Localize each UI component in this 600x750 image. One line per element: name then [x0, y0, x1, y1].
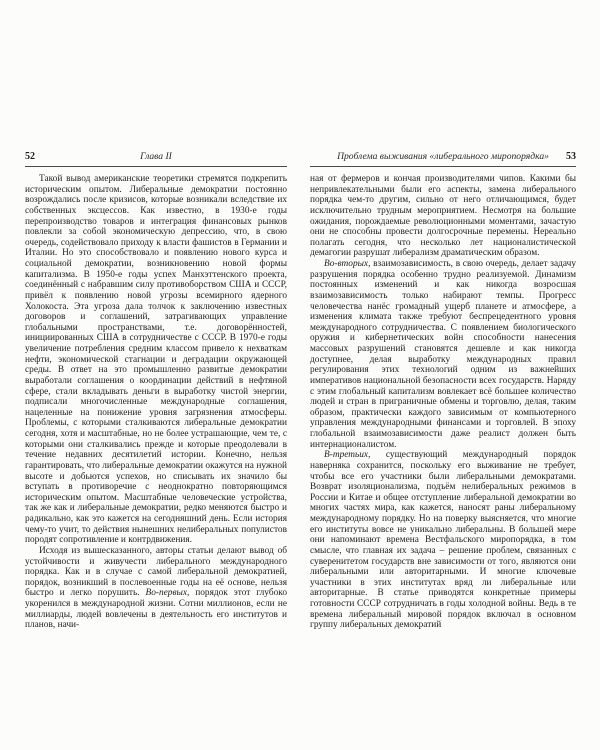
italic-text-run: В-третьих [324, 450, 369, 461]
paragraph [25, 174, 287, 546]
paragraph [310, 259, 576, 450]
page-body [310, 174, 576, 631]
italic-text-run: Во-первых [145, 588, 187, 599]
running-head-row [25, 150, 287, 167]
book-page-left [25, 150, 287, 631]
running-head: Глава II [140, 151, 172, 162]
paragraph [310, 174, 576, 259]
text-run: , взаимозависимость, в свою очередь, делает задачу разрушения порядка особенно трудно реализуемой. Динамизм постоянных изменений и как никогда возросшая взаимозависимость только набирают темпы. Прогресс человечества нанёс громадный ущерб планете и атмосфере, а изменения климата также требуют беспрецедентного уровня международного сотрудничества. С появлением биологического оружия и кибернетических войн способности нанесения массовых разрушений становятся дешевле и как никогда доступнее, делая выработку международных правил регулирования этих технологий одним из важнейших императивов национальной безопасности всех государств. Наряду с этим глобальный капитализм вовлекает всё большее количество людей и стран в приграничные обмены и торговлю, делая, таким образом, практически каждого зависимым от компьютерного управления международными финансами и торговлей. В эпоху глобальной взаимозависимости даже реалист должен быть интернационалистом. [310, 259, 576, 450]
running-head: Проблема выживания «либерального миропорядка» [337, 151, 549, 162]
paragraph [25, 546, 287, 631]
page-body [25, 174, 287, 631]
text-run: , существующий международный порядок наверняка сохранится, поскольку его выживание не требует, чтобы все его участники были либеральными демократами. Возврат изоляционализма, подъём нелиберальных режимов в России и Китае и общее отступление либеральной демократии во многих частях мира, как кажется, наносят раны либеральному международному порядку. Но на поверку выясняется, что многие его институты вовсе не уникально либеральны. В большей мере они напоминают времена Вестфальского миропорядка, в том смысле, что главная их задача – решение проблем, связанных с суверенитетом государств вне зависимости от того, являются они либеральными или авторитарными. И многие ключевые участники в этих институтах вряд ли либеральные или авторитарные. В статье приводятся конкретные примеры готовности СССР сотрудничать в годы холодной войны. Ведь в те времена либеральный мировой порядок включал в основном группу либеральных демократий [310, 450, 576, 631]
page-number: 53 [566, 151, 576, 162]
page-number: 52 [25, 151, 35, 162]
italic-text-run: Во-вторых [324, 259, 369, 269]
book-page-right [310, 150, 576, 631]
text-run: , порядок этот глубоко укоренился в международной жизни. Сотни миллионов, если не миллиарды, людей вовлечены в деятельность его институтов и планов, начи- [25, 588, 287, 631]
paragraph [310, 450, 576, 631]
text-run: ная от фермеров и кончая производителями чипов. Какими бы непривлекательными были его аспекты, замена либерального порядка чем-то другим, сильно от него отличающимся, будет исключительно трудным мероприятием. Несмотря на большие ожидания, порождаемые революционными моментами, зачастую они не способны провести долгосрочные перемены. Нереально полагать сегодня, что несколько лет националистической демагогии разрушат либерализм драматическим образом. [310, 174, 576, 259]
text-run: Исходя из вышесказанного, авторы статьи делают вывод об устойчивости и живучести либерального международного порядка. Как и в случае с самой либеральной демократией, порядок, возникший в послевоенные годы на её основе, нельзя быстро и легко порушить. [25, 545, 287, 599]
text-run: Такой вывод американские теоретики стремятся подкрепить историческим опытом. Либеральные демократии постоянно возрождались после кризисов, которые возникали вследствие их собственных эксцессов. Как известно, в 1930-е годы перепроизводство товаров и интеграция финансовых рынков повлекли за собой экономическую депрессию, что, в свою очередь, содействовало приходу к власти фашистов в Германии и Италии. Но это способствовало и появлению нового курса и социальной демократии, возникновению новой формы капитализма. В 1950-е годы успех Манхэттенского проекта, соединённый с набравшим силу противоборством США и СССР, привёл к появлению новой угрозы всемирного ядерного Холокоста. Эта угроза дала толчок к заключению известных договоров и соглашений, затрагивающих управление глобальными пространствами, т.е. договорённостей, инициированных США в сотрудничестве с СССР. В 1970-е годы увеличение потребления средним классом привело к нехваткам нефти, экономической стагнации и деградации окружающей среды. В ответ на это промышленно развитые демократии выработали соглашения о координации действий в нефтяной сфере, стали вкладывать деньги в выработку чистой энергии, подписали многочисленные международные соглашения, нацеленные на понижение уровня загрязнения атмосферы. Проблемы, с которыми сталкиваются либеральные демократии сегодня, хотя и масштабные, но не более устрашающие, чем те, с которыми они сталкивались прежде и которые преодолевали в течение недавних десятилетий истории. Конечно, нельзя гарантировать, что либеральные демократии окажутся на нужной высоте и добьются успехов, но списывать их значило бы вступать в противоречие с неоднократно повторяющимся историческим опытом. Масштабные человеческие устройства, так же как и либеральные демократии, редко меняются быстро и радикально, как это кажется на сегодняшний день. Если история чему-то учит, то действия нынешних нелиберальных популистов породят сопротивление и контрдвижения. [25, 174, 287, 546]
running-head-row [310, 150, 576, 167]
